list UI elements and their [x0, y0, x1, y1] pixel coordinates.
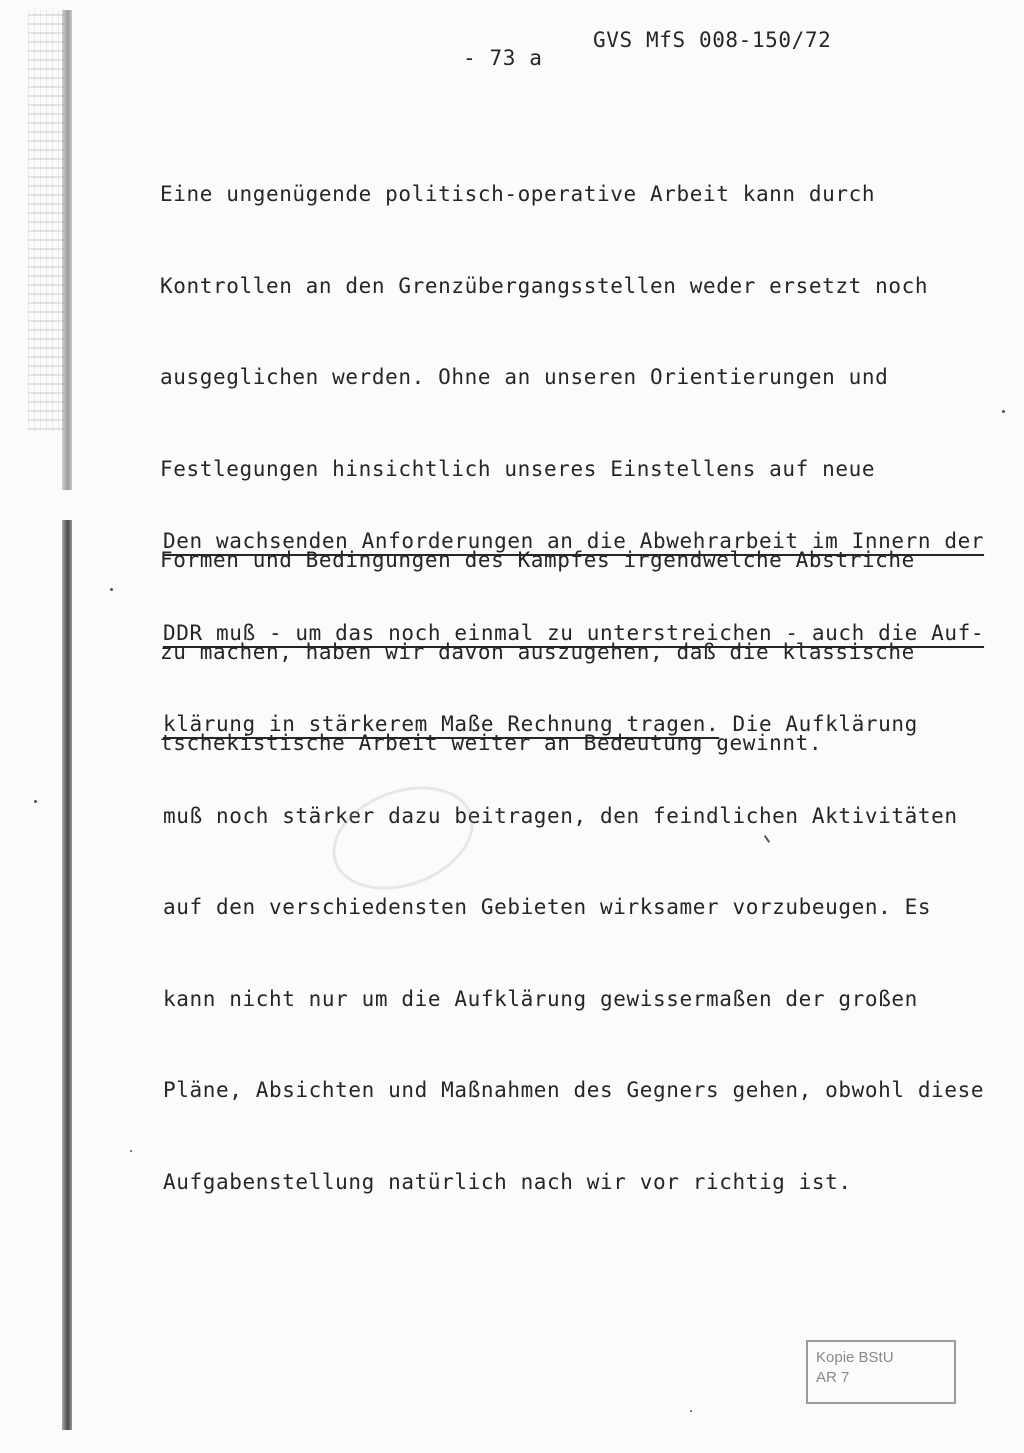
underlined-text: Den wachsenden Anforderungen an die Abwehrarbeit im Innern der: [163, 529, 985, 553]
paragraph-2-line: [163, 520, 984, 564]
paragraph-1-line: Kontrollen an den Grenzübergangsstellen weder ersetzt noch: [160, 273, 929, 298]
scan-binding-edge-lower: [62, 520, 72, 1430]
archive-copy-stamp: [806, 1340, 956, 1404]
scan-binding-edge-upper: [62, 10, 72, 490]
scan-speck: [110, 588, 113, 591]
paragraph-1-line: ausgeglichen werden. Ohne an unseren Orientierungen und: [160, 365, 889, 389]
scan-speck: [690, 1410, 692, 1412]
underlined-text: klärung in stärkerem Maße Rechnung tragen.: [163, 712, 720, 736]
paragraph-2-line: kann nicht nur um die Aufklärung gewissermaßen der großen: [163, 986, 918, 1011]
paragraph-1-line: Eine ungenügende politisch-operative Arbeit kann durch: [160, 182, 876, 206]
paragraph-2-line-tail: Die Aufklärung: [719, 712, 918, 736]
scan-speck: [1002, 410, 1005, 413]
scan-speck: [130, 1150, 132, 1152]
paragraph-2-line: muß noch stärker dazu beitragen, den feindlichen Aktivitäten: [163, 803, 958, 828]
paragraph-1-line: Formen und Bedingungen des Kampfes irgendwelche Abstriche: [160, 548, 915, 572]
page-number: - 73 a: [463, 46, 543, 70]
paragraph-2-line: Aufgabenstellung natürlich nach wir vor richtig ist.: [163, 1169, 852, 1194]
paragraph-2-line: [163, 612, 984, 656]
scan-binding-speckle: [28, 10, 64, 430]
underlined-text: DDR muß - um das noch einmal zu unterstreichen - auch die Auf-: [163, 620, 985, 645]
document-reference: GVS MfS 008-150/72: [593, 28, 832, 52]
stamp-line: AR 7: [816, 1369, 850, 1386]
paragraph-2-line: [163, 703, 984, 747]
scan-speck: [34, 800, 37, 803]
paragraph-2: [163, 472, 984, 1252]
paragraph-2-line: auf den verschiedensten Gebieten wirksamer vorzubeugen. Es: [163, 895, 932, 919]
stamp-line: Kopie BStU: [816, 1349, 894, 1366]
paragraph-1-line: Festlegungen hinsichtlich unseres Einstellens auf neue: [160, 456, 876, 481]
paragraph-2-line: Pläne, Absichten und Maßnahmen des Gegners gehen, obwohl diese: [163, 1078, 985, 1102]
paragraph-1-line: tschekistische Arbeit weiter an Bedeutung gewinnt.: [160, 731, 823, 755]
paragraph-1-line: zu machen, haben wir davon auszugehen, daß die klassische: [160, 639, 915, 664]
